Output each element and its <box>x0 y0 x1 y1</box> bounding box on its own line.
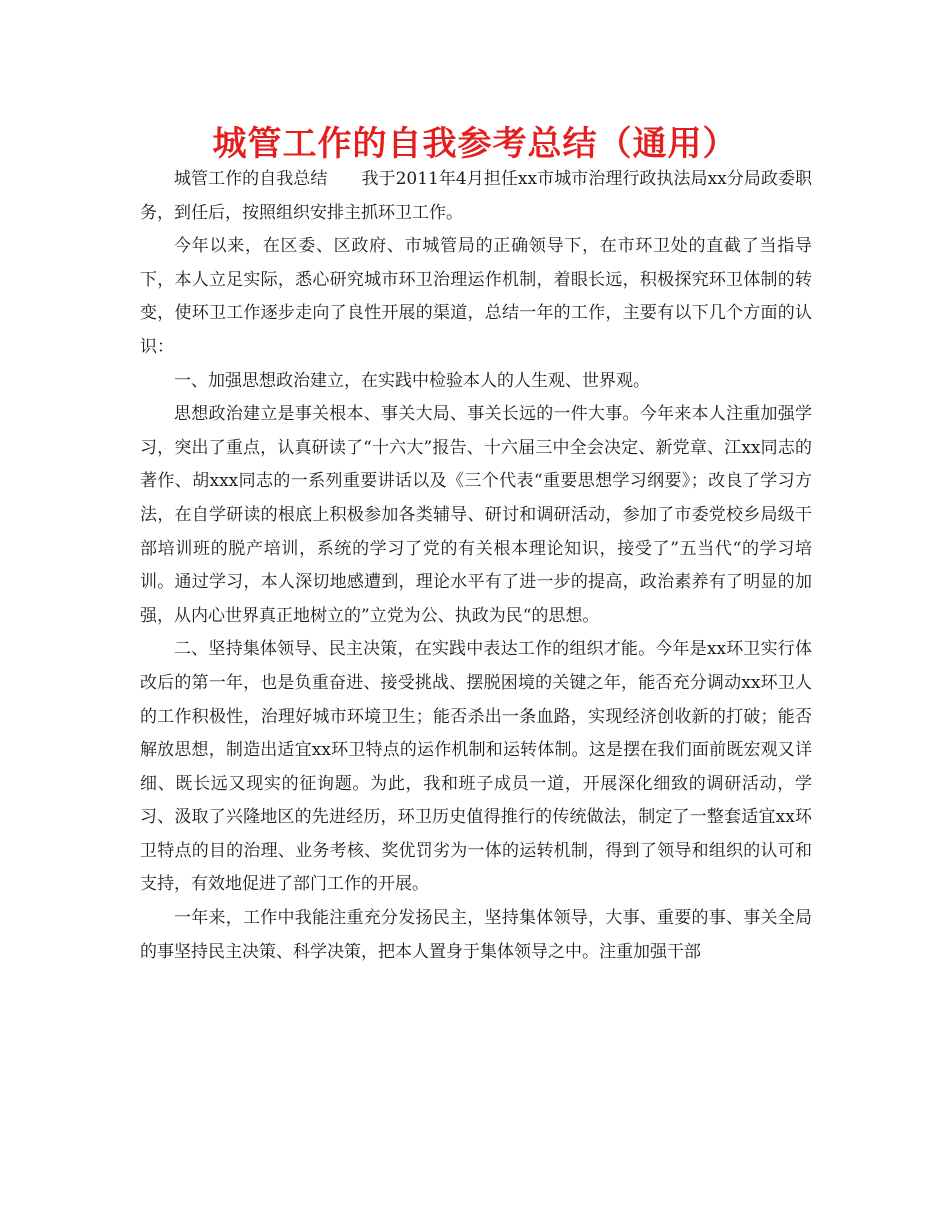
document-body <box>140 163 812 969</box>
document-title: 城管工作的自我参考总结（通用） <box>212 124 738 164</box>
paragraph-overview: 今年以来，在区委、区政府、市城管局的正确领导下，在市环卫处的直截了当指导下，本人立足实际，悉心研究城市环卫治理运作机制，着眼长远，积极探究环卫体制的转变，使环卫工作逐步走向了良性开展的渠道，总结一年的工作，主要有以下几个方面的认识： <box>140 236 812 357</box>
paragraph-section-1-heading: 一、加强思想政治建立，在实践中检验本人的人生观、世界观。 <box>174 370 650 391</box>
paragraph-intro: 城管工作的自我总结 我于2011年4月担任xx市城市治理行政执法局xx分局政委职务，到任后，按照组织安排主抓环卫工作。 <box>140 169 812 223</box>
paragraph-section-2-continued: 一年来，工作中我能注重充分发扬民主，坚持集体领导，大事、重要的事、事关全局的事坚持民主决策、科学决策，把本人置身于集体领导之中。注重加强干部 <box>140 908 812 962</box>
paragraph-section-1-body: 思想政治建立是事关根本、事关大局、事关长远的一件大事。今年来本人注重加强学习，突出了重点，认真研读了“十六大”报告、十六届三中全会决定、新党章、江xx同志的著作、胡xxx同志的一系列重要讲话以及《三个代表“重要思想学习纲要》；改良了学习方法，在自学研读的根底上积极参加各类辅导、研讨和调研活动，参加了市委党校乡局级干部培训班的脱产培训，系统的学习了党的有关根本理论知识，接受了”五当代“的学习培训。通过学习，本人深切地感遭到，理论水平有了进一步的提高，政治素养有了明显的加强，从内心世界真正地树立的”立党为公、执政为民“的思想。 <box>140 404 812 626</box>
paragraph-section-2: 二、坚持集体领导、民主决策，在实践中表达工作的组织才能。今年是xx环卫实行体改后的第一年，也是负重奋进、接受挑战、摆脱困境的关键之年，能否充分调动xx环卫人的工作积极性，治理好城市环境卫生；能否杀出一条血路，实现经济创收新的打破；能否解放思想，制造出适宜xx环卫特点的运作机制和运转体制。这是摆在我们面前既宏观又详细、既长远又现实的征询题。为此，我和班子成员一道，开展深化细致的调研活动，学习、汲取了兴隆地区的先进经历，环卫历史值得推行的传统做法，制定了一整套适宜xx环卫特点的目的治理、业务考核、奖优罚劣为一体的运转机制，得到了领导和组织的认可和支持，有效地促进了部门工作的开展。 <box>140 639 812 895</box>
